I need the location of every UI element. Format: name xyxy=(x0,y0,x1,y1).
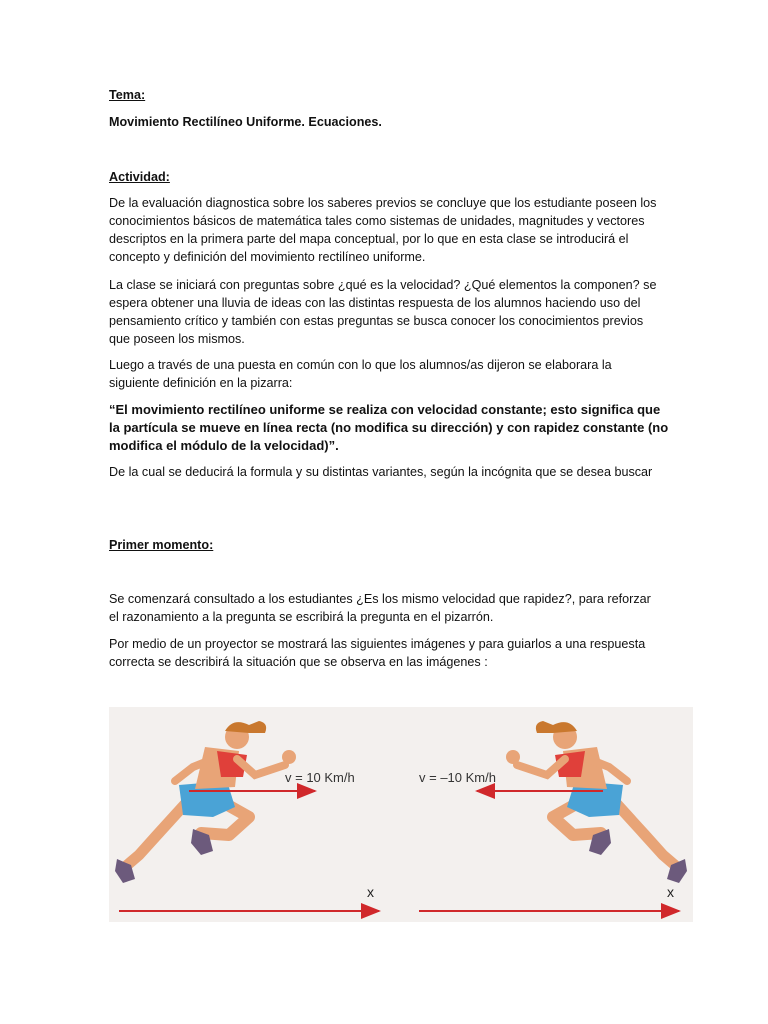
runners-illustration xyxy=(109,707,693,922)
left-axis-x-label: x xyxy=(367,884,374,900)
definition-quote: “El movimiento rectilíneo uniforme se realiza con velocidad constante; esto significa que la partícula se mueve en línea recta (no modifica su dirección) y con rapidez constante (no modifica el módulo de la velocidad)”. xyxy=(109,402,669,453)
tema-heading: Tema: xyxy=(109,88,146,102)
primer-paragraph-1: Se comenzará consultado a los estudiantes ¿Es los mismo velocidad que rapidez?, para reforzar el razonamiento a la pregunta se escribirá la pregunta en el pizarrón. xyxy=(109,592,651,624)
actividad-paragraph-2: La clase se iniciará con preguntas sobre ¿qué es la velocidad? ¿Qué elementos la componen? se espera obtener una lluvia de ideas con las distintas respuesta de los alumnos haciendo uso del pensamiento crítico y también con estas preguntas se busca conocer los conocimientos previos que poseen los mismos. xyxy=(109,278,657,346)
actividad-paragraph-1: De la evaluación diagnostica sobre los saberes previos se concluye que los estudiante poseen los conocimientos básicos de matemática tales como sistemas de unidades, magnitudes y vectores descriptos en la primera parte del mapa conceptual, por lo que en esta clase se introducirá el concepto y definición del movimiento rectilíneo uniforme. xyxy=(109,196,657,264)
primer-momento-heading: Primer momento: xyxy=(109,538,214,552)
runner-left xyxy=(115,721,296,883)
primer-paragraph-2: Por medio de un proyector se mostrará las siguientes imágenes y para guiarlos a una respuesta correcta se describirá la situación que se observa en las imágenes : xyxy=(109,637,646,669)
right-axis-x-label: x xyxy=(667,884,674,900)
actividad-heading: Actividad: xyxy=(109,170,170,184)
left-velocity-label: v = 10 Km/h xyxy=(285,770,355,785)
runners-figure xyxy=(109,707,693,922)
tema-title: Movimiento Rectilíneo Uniforme. Ecuaciones. xyxy=(109,115,382,129)
actividad-paragraph-3: Luego a través de una puesta en común con lo que los alumnos/as dijeron se elaborara la siguiente definición en la pizarra: xyxy=(109,358,612,390)
right-velocity-label: v = –10 Km/h xyxy=(419,770,496,785)
runner-right xyxy=(506,721,687,883)
actividad-paragraph-4: De la cual se deducirá la formula y su distintas variantes, según la incógnita que se desea buscar xyxy=(109,465,653,479)
